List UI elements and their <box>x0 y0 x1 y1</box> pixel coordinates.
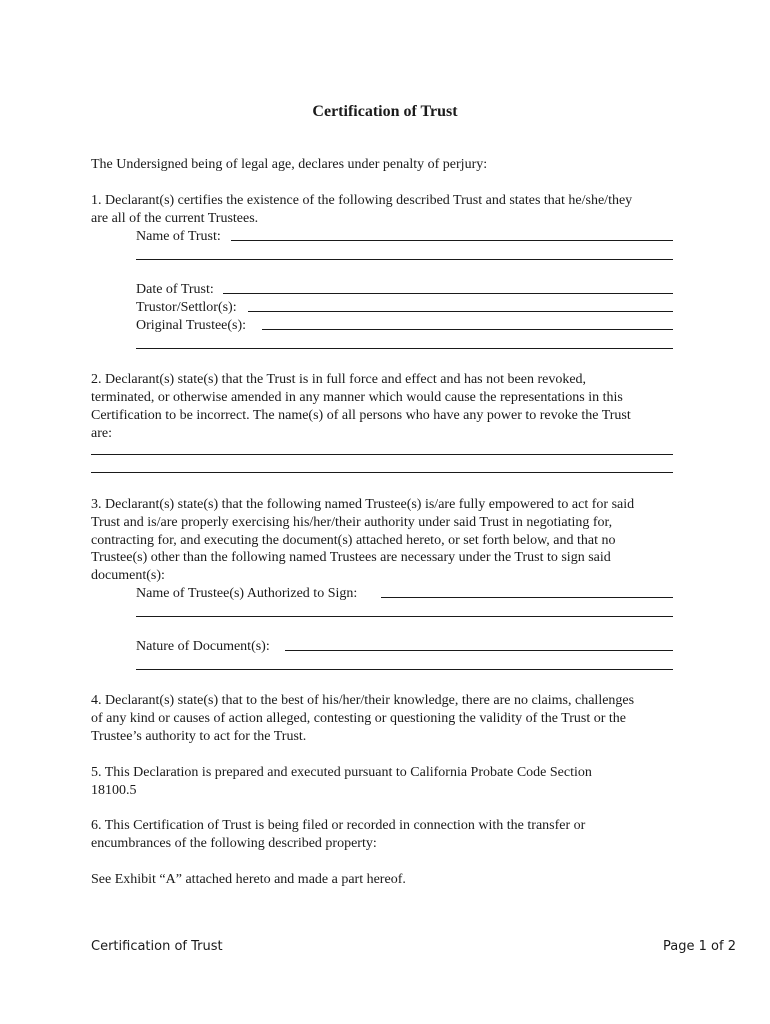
footer-page-number: Page 1 of 2 <box>663 939 736 954</box>
date-of-trust-field[interactable] <box>223 293 673 294</box>
document-title: Certification of Trust <box>312 103 458 120</box>
intro-text: The Undersigned being of legal age, declares under penalty of perjury: <box>91 157 488 172</box>
revoke-power-field-continued[interactable] <box>91 472 673 473</box>
section-6-line-1: 6. This Certification of Trust is being filed or recorded in connection with the transfer or <box>91 818 586 833</box>
authorized-trustee-label: Name of Trustee(s) Authorized to Sign: <box>136 586 358 601</box>
original-trustee-field-continued[interactable] <box>136 348 673 349</box>
section-4-line-1: 4. Declarant(s) state(s) that to the best of his/her/their knowledge, there are no claims, challenges <box>91 693 635 708</box>
date-of-trust-label: Date of Trust: <box>136 282 214 297</box>
section-5-line-2: 18100.5 <box>91 783 137 798</box>
section-4-line-3: Trustee’s authority to act for the Trust. <box>91 729 307 744</box>
section-6-line-2: encumbrances of the following described property: <box>91 836 377 851</box>
revoke-power-field[interactable] <box>91 454 673 455</box>
authorized-trustee-field-continued[interactable] <box>136 616 673 617</box>
section-2-line-2: terminated, or otherwise amended in any manner which would cause the representations in this <box>91 390 623 405</box>
section-3-line-4: Trustee(s) other than the following named Trustees are necessary under the Trust to sign said <box>91 550 611 565</box>
section-3-line-5: document(s): <box>91 568 165 583</box>
nature-of-document-label: Nature of Document(s): <box>136 639 270 654</box>
nature-of-document-field[interactable] <box>285 650 673 651</box>
section-2-line-4: are: <box>91 426 112 441</box>
section-3-line-1: 3. Declarant(s) state(s) that the following named Trustee(s) is/are fully empowered to act for said <box>91 497 635 512</box>
section-1-line-1: 1. Declarant(s) certifies the existence of the following described Trust and states that he/she/they <box>91 193 633 208</box>
name-of-trust-field-continued[interactable] <box>136 259 673 260</box>
footer-document-title: Certification of Trust <box>91 939 223 954</box>
name-of-trust-field[interactable] <box>231 240 673 241</box>
original-trustee-field[interactable] <box>262 329 673 330</box>
trustor-settlor-label: Trustor/Settlor(s): <box>136 300 237 315</box>
section-4-line-2: of any kind or causes of action alleged, contesting or questioning the validity of the Trust or the <box>91 711 627 726</box>
section-5-line-1: 5. This Declaration is prepared and executed pursuant to California Probate Code Section <box>91 765 592 780</box>
section-2-line-1: 2. Declarant(s) state(s) that the Trust is in full force and effect and has not been revoked, <box>91 372 587 387</box>
exhibit-reference: See Exhibit “A” attached hereto and made a part hereof. <box>91 872 406 887</box>
section-2-line-3: Certification to be incorrect. The name(s) of all persons who have any power to revoke the Trust <box>91 408 631 423</box>
trustor-settlor-field[interactable] <box>248 311 673 312</box>
section-1-line-2: are all of the current Trustees. <box>91 211 259 226</box>
section-3-line-3: contracting for, and executing the document(s) attached hereto, or set forth below, and that no <box>91 533 616 548</box>
section-3-line-2: Trust and is/are properly exercising his/her/their authority under said Trust in negotiating for, <box>91 515 613 530</box>
authorized-trustee-field[interactable] <box>381 597 673 598</box>
name-of-trust-label: Name of Trust: <box>136 229 221 244</box>
nature-of-document-field-continued[interactable] <box>136 669 673 670</box>
original-trustee-label: Original Trustee(s): <box>136 318 247 333</box>
